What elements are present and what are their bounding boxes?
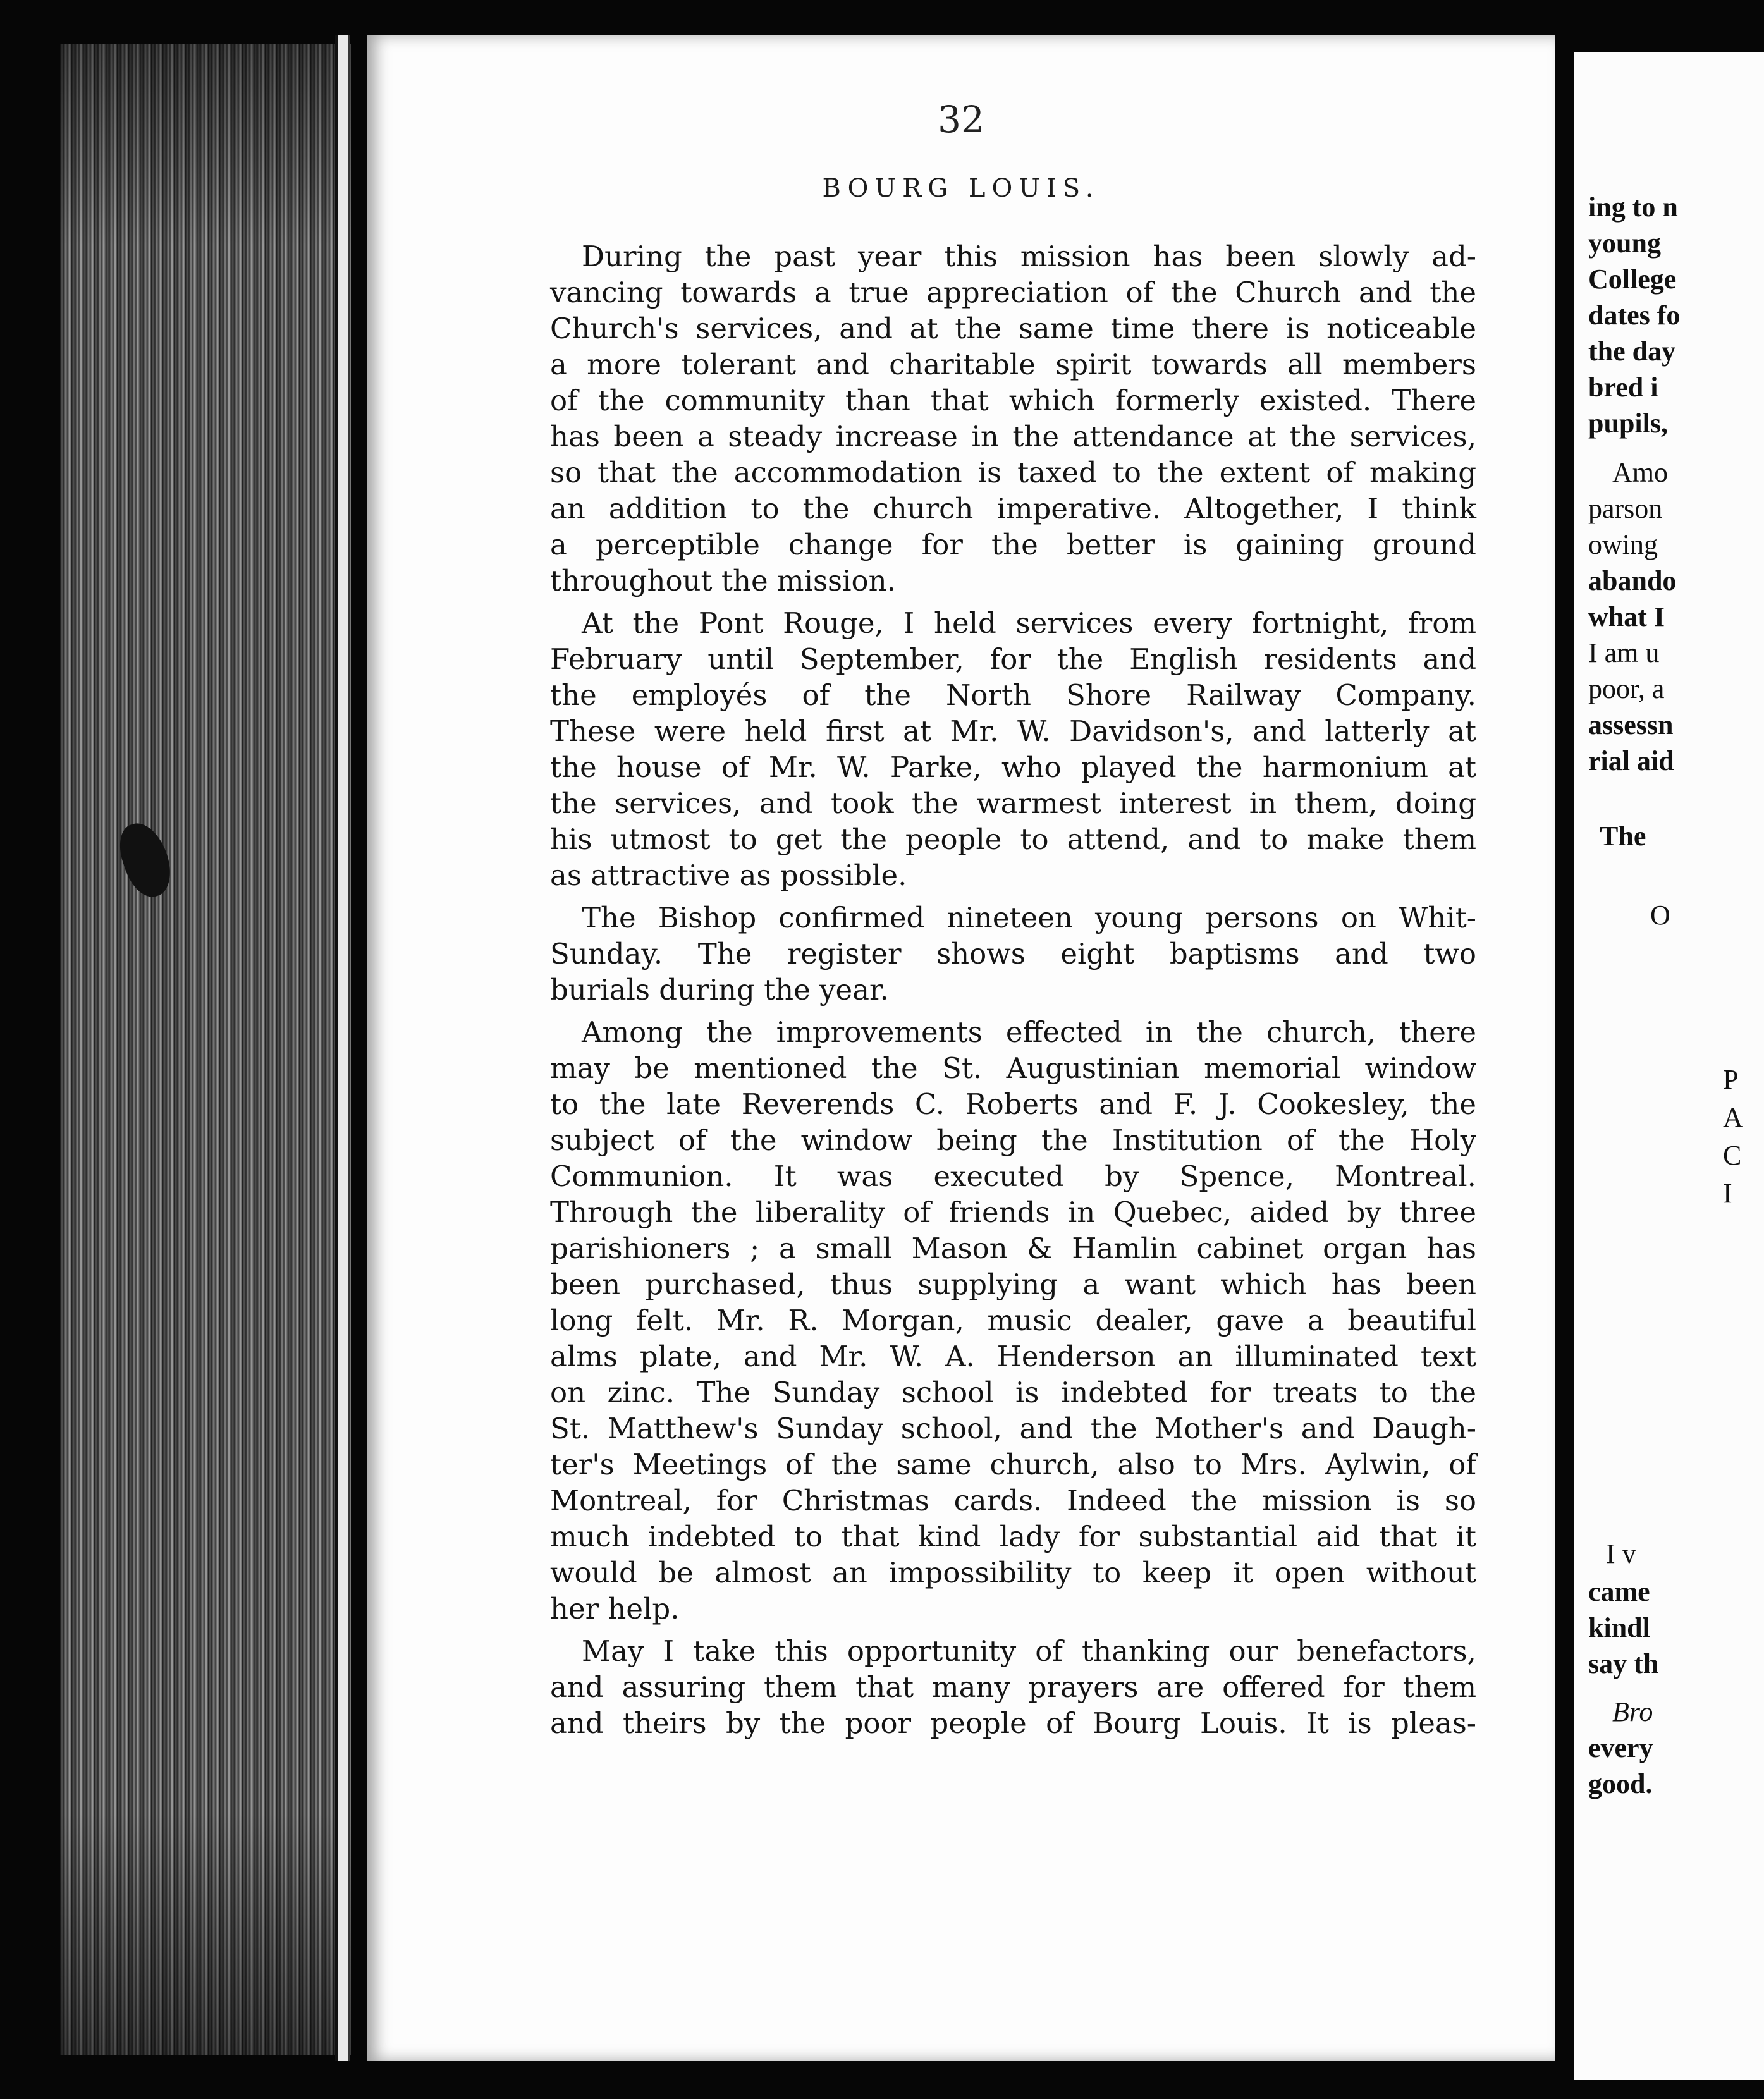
text-line: so that the accommodation is taxed to the extent of making [550,456,1476,489]
text-line: St. Matthew's Sunday school, and the Mother's and Daugh- [550,1412,1476,1445]
book-page-edges [60,44,351,2055]
text-line: Sunday. The register shows eight baptisms and two [550,937,1476,970]
text-line: much indebted to that kind lady for substantial aid that it [550,1520,1476,1553]
text-line: February until September, for the English residents and [550,642,1476,676]
adjacent-page-line: I am u [1588,637,1660,668]
book-binding [335,35,350,2061]
text-line: may be mentioned the St. Augustinian memorial window [550,1051,1476,1085]
main-page [367,35,1555,2061]
text-line: to the late Reverends C. Roberts and F. J. Cookesley, the [550,1087,1476,1121]
adjacent-page-line: I v [1606,1538,1636,1569]
paragraph [550,1014,1476,1627]
adjacent-page-line: Amo [1612,457,1668,488]
text-line: and theirs by the poor people of Bourg Louis. It is pleas- [550,1706,1476,1740]
adjacent-page-line: College [1588,264,1677,295]
text-line: These were held first at Mr. W. Davidson's, and latterly at [550,714,1476,748]
text-line: the employés of the North Shore Railway Company. [550,678,1476,712]
adjacent-page-line: every [1588,1732,1653,1763]
text-line: the house of Mr. W. Parke, who played the harmonium at [550,750,1476,784]
adjacent-page-line: abando [1588,565,1677,596]
adjacent-page-line: C [1723,1140,1742,1171]
text-line: has been a steady increase in the attendance at the services, [550,420,1476,453]
paragraph [550,900,1476,1008]
text-line: throughout the mission. [550,564,896,597]
adjacent-page-line: Bro [1612,1696,1653,1727]
text-line: her help. [550,1592,680,1625]
body-text [550,238,1476,1741]
adjacent-page-line: the day [1588,336,1676,367]
text-line: alms plate, and Mr. W. A. Henderson an illuminated text [550,1340,1476,1373]
adjacent-page-line: good. [1588,1768,1653,1799]
adjacent-page-line: poor, a [1588,673,1665,704]
paragraph [550,605,1476,893]
text-line: Among the improvements effected in the church, there [582,1015,1476,1049]
text-line: burials during the year. [550,973,889,1007]
adjacent-page-line: say th [1588,1648,1659,1679]
text-line: During the past year this mission has been slowly ad- [582,240,1476,273]
text-line: subject of the window being the Institution of the Holy [550,1123,1476,1157]
text-line: long felt. Mr. R. Morgan, music dealer, gave a beautiful [550,1304,1476,1337]
text-line: vancing towards a true appreciation of the Church and the [550,276,1476,309]
adjacent-page-line: ing to n [1588,192,1678,223]
text-line: an addition to the church imperative. Altogether, I think [550,492,1476,525]
adjacent-page-line: The [1600,821,1646,852]
adjacent-page [1574,52,1764,2080]
text-line: and assuring them that many prayers are offered for them [550,1670,1476,1704]
adjacent-page-line: dates fo [1588,300,1681,331]
text-line: Montreal, for Christmas cards. Indeed the mission is so [550,1484,1476,1517]
adjacent-page-line: came [1588,1576,1650,1607]
text-line: Through the liberality of friends in Quebec, aided by three [550,1196,1476,1229]
text-line: ter's Meetings of the same church, also to Mrs. Aylwin, of [550,1448,1476,1481]
adjacent-page-line: bred i [1588,372,1658,403]
adjacent-page-line: parson [1588,493,1663,524]
text-line: would be almost an impossibility to keep it open without [550,1556,1476,1589]
text-line: parishioners ; a small Mason & Hamlin cabinet organ has [550,1232,1476,1265]
text-line: his utmost to get the people to attend, and to make them [550,823,1476,856]
adjacent-page-line: P [1723,1064,1739,1095]
text-line: of the community than that which formerly existed. There [550,384,1476,417]
adjacent-page-line: O [1650,900,1670,931]
adjacent-page-line: I [1723,1178,1732,1209]
adjacent-page-line: A [1723,1102,1743,1133]
text-line: the services, and took the warmest interest in them, doing [550,786,1476,820]
text-line: The Bishop confirmed nineteen young persons on Whit- [582,901,1476,934]
text-line: May I take this opportunity of thanking our benefactors, [582,1634,1476,1668]
text-line: Church's services, and at the same time there is noticeable [550,312,1476,345]
text-line: Communion. It was executed by Spence, Montreal. [550,1160,1476,1193]
section-heading: BOURG LOUIS. [822,174,1100,203]
adjacent-page-line: owing [1588,529,1658,560]
adjacent-page-line: what I [1588,601,1665,632]
text-line: a perceptible change for the better is gaining ground [550,528,1476,561]
page-number: 32 [938,98,984,141]
text-line: on zinc. The Sunday school is indebted for treats to the [550,1376,1476,1409]
text-line: At the Pont Rouge, I held services every fortnight, from [582,606,1476,640]
adjacent-page-line: young [1588,228,1661,259]
adjacent-page-line: pupils, [1588,408,1668,439]
paragraph [550,238,1476,599]
adjacent-page-line: assessn [1588,709,1674,740]
text-line: a more tolerant and charitable spirit towards all members [550,348,1476,381]
text-line: as attractive as possible. [550,859,907,892]
adjacent-page-line: kindl [1588,1612,1650,1643]
adjacent-page-line: rial aid [1588,745,1674,776]
paragraph [550,1633,1476,1741]
text-line: been purchased, thus supplying a want which has been [550,1268,1476,1301]
